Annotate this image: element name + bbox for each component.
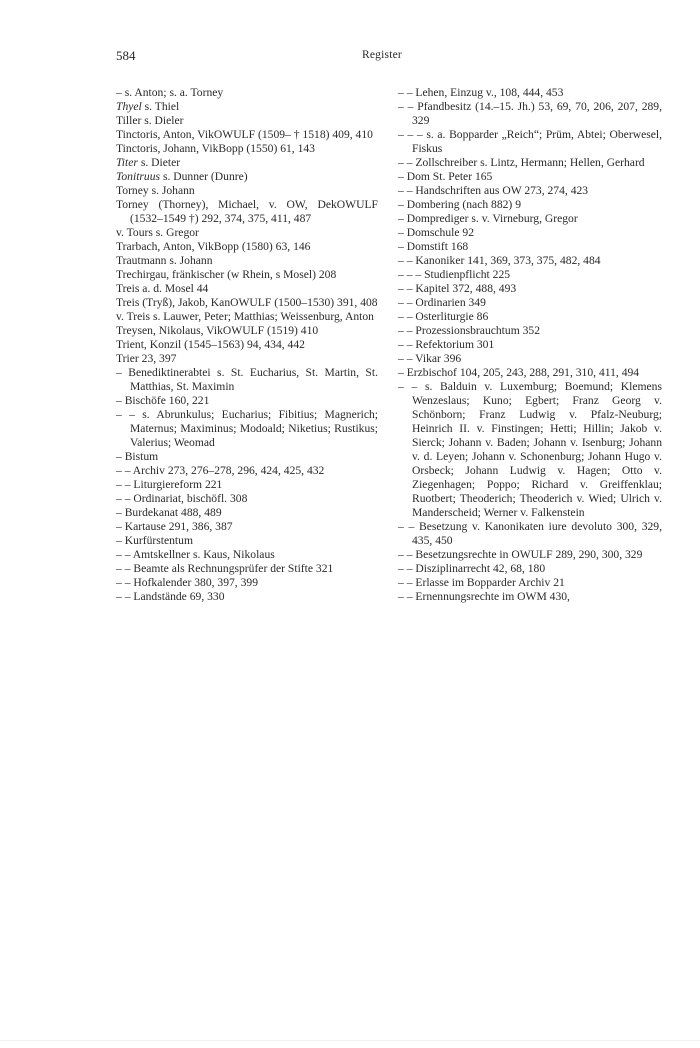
index-entry: Trient, Konzil (1545–1563) 94, 434, 442 bbox=[116, 338, 305, 351]
index-entry: – – Besetzungsrechte in OWULF 289, 290, 300, 329 bbox=[398, 548, 643, 561]
index-entry: Tinctoris, Johann, VikBopp (1550) 61, 143 bbox=[116, 142, 315, 155]
index-entry: – – s. Balduin v. Luxemburg; Boemund; Klemens Wenzeslaus; Kuno; Egbert; Franz Georg v. Schönborn; Franz Ludwig v. Pfalz-Neuburg; Heinrich II. v. Finstingen; Hetti; Hillin; Jakob v. Sierck; Johann v. Baden; Johann v. Isenburg; Johann v. d. Leyen; Johann v. Schonenburg; Johann Hugo v. Orsbeck; Johann Ludwig v. Hagen; Otto v. Ziegenhagen; Poppo; Richard v. Greiffenklau; Ruotbert; Theoderich; Theoderich v. Wied; Ulrich v. Manderscheid; Werner v. Falkenstein bbox=[398, 380, 662, 519]
index-entry: Trechirgau, fränkischer (w Rhein, s Mosel) 208 bbox=[116, 268, 337, 281]
index-entry: Trarbach, Anton, VikBopp (1580) 63, 146 bbox=[116, 240, 311, 253]
index-entry: – – Amtskellner s. Kaus, Nikolaus bbox=[116, 548, 275, 561]
index-entry: Tiller s. Dieler bbox=[116, 114, 184, 127]
index-entry: – Erzbischof 104, 205, 243, 288, 291, 310, 411, 494 bbox=[398, 366, 640, 379]
index-entry: – Kartause 291, 386, 387 bbox=[116, 520, 233, 533]
index-entry: – – Erlasse im Bopparder Archiv 21 bbox=[398, 576, 565, 589]
index-entry: – – Beamte als Rechnungsprüfer der Stifte 321 bbox=[116, 562, 334, 575]
index-entry: Treis a. d. Mosel 44 bbox=[116, 282, 209, 295]
index-entry: – Kurfürstentum bbox=[116, 534, 193, 547]
index-entry: Tinctoris, Anton, VikOWULF (1509– † 1518) 409, 410 bbox=[116, 128, 373, 141]
index-entry: – – Hofkalender 380, 397, 399 bbox=[116, 576, 258, 589]
index-entry: – – Besetzung v. Kanonikaten iure devoluto 300, 329, 435, 450 bbox=[398, 520, 662, 547]
index-entry: Treis (Tryß), Jakob, KanOWULF (1500–1530) 391, 408 bbox=[116, 296, 378, 309]
index-entry: – – Ordinarien 349 bbox=[398, 296, 486, 309]
index-entry: – – s. Abrunkulus; Eucharius; Fibitius; Magnerich; Maternus; Maximinus; Modoald; Niketius; Rustikus; Valerius; Weomad bbox=[116, 408, 378, 449]
page-bottom-edge bbox=[0, 1040, 700, 1041]
index-entry: Tonitruus s. Dunner (Dunre) bbox=[116, 170, 248, 183]
index-entry: – – Landstände 69, 330 bbox=[116, 590, 225, 603]
index-entry: – – Handschriften aus OW 273, 274, 423 bbox=[398, 184, 589, 197]
running-head: Register bbox=[362, 49, 402, 61]
index-entry: – Domschule 92 bbox=[398, 226, 474, 239]
index-entry: – s. Anton; s. a. Torney bbox=[116, 86, 224, 99]
index-entry: Thyel s. Thiel bbox=[116, 100, 180, 113]
index-column-left bbox=[116, 86, 378, 604]
index-entry: – – – s. a. Bopparder „Reich“; Prüm, Abtei; Oberwesel, Fiskus bbox=[398, 128, 662, 155]
index-entry: – – Archiv 273, 276–278, 296, 424, 425, 432 bbox=[116, 464, 325, 477]
index-entry: – Benediktinerabtei s. St. Eucharius, St. Martin, St. Matthias, St. Maximin bbox=[116, 366, 378, 393]
index-entry: Treysen, Nikolaus, VikOWULF (1519) 410 bbox=[116, 324, 319, 337]
index-entry: – – Ernennungsrechte im OWM 430, bbox=[398, 590, 570, 603]
index-entry: – Domprediger s. v. Virneburg, Gregor bbox=[398, 212, 578, 225]
index-entry: Trier 23, 397 bbox=[116, 352, 177, 365]
index-entry: – Burdekanat 488, 489 bbox=[116, 506, 222, 519]
index-entry: Torney s. Johann bbox=[116, 184, 195, 197]
index-entry: – – Kanoniker 141, 369, 373, 375, 482, 484 bbox=[398, 254, 601, 267]
index-entry: – – Zollschreiber s. Lintz, Hermann; Hellen, Gerhard bbox=[398, 156, 645, 169]
index-entry: – – Pfandbesitz (14.–15. Jh.) 53, 69, 70, 206, 207, 289, 329 bbox=[398, 100, 662, 127]
index-entry: Torney (Thorney), Michael, v. OW, DekOWULF (1532–1549 †) 292, 374, 375, 411, 487 bbox=[116, 198, 378, 225]
index-entry: – – Vikar 396 bbox=[398, 352, 462, 365]
index-entry: – – – Studienpflicht 225 bbox=[398, 268, 511, 281]
index-entry: v. Tours s. Gregor bbox=[116, 226, 199, 239]
index-entry: – – Prozessionsbrauchtum 352 bbox=[398, 324, 541, 337]
index-entry: – Domstift 168 bbox=[398, 240, 469, 253]
index-entry: – – Disziplinarrecht 42, 68, 180 bbox=[398, 562, 546, 575]
index-column-right bbox=[398, 86, 662, 604]
index-entry: – – Osterliturgie 86 bbox=[398, 310, 489, 323]
index-entry: – – Refektorium 301 bbox=[398, 338, 495, 351]
index-entry: – – Kapitel 372, 488, 493 bbox=[398, 282, 517, 295]
index-entry: – – Liturgiereform 221 bbox=[116, 478, 223, 491]
index-entry: – Dombering (nach 882) 9 bbox=[398, 198, 521, 211]
page-number: 584 bbox=[116, 48, 136, 63]
index-entry: – Bischöfe 160, 221 bbox=[116, 394, 210, 407]
index-entry: – – Lehen, Einzug v., 108, 444, 453 bbox=[398, 86, 564, 99]
index-entry: v. Treis s. Lauwer, Peter; Matthias; Weissenburg, Anton bbox=[116, 310, 374, 323]
index-entry: – Dom St. Peter 165 bbox=[398, 170, 493, 183]
index-entry: Trautmann s. Johann bbox=[116, 254, 213, 267]
index-entry: – Bistum bbox=[116, 450, 159, 463]
index-entry: Titer s. Dieter bbox=[116, 156, 181, 169]
index-entry: – – Ordinariat, bischöfl. 308 bbox=[116, 492, 248, 505]
